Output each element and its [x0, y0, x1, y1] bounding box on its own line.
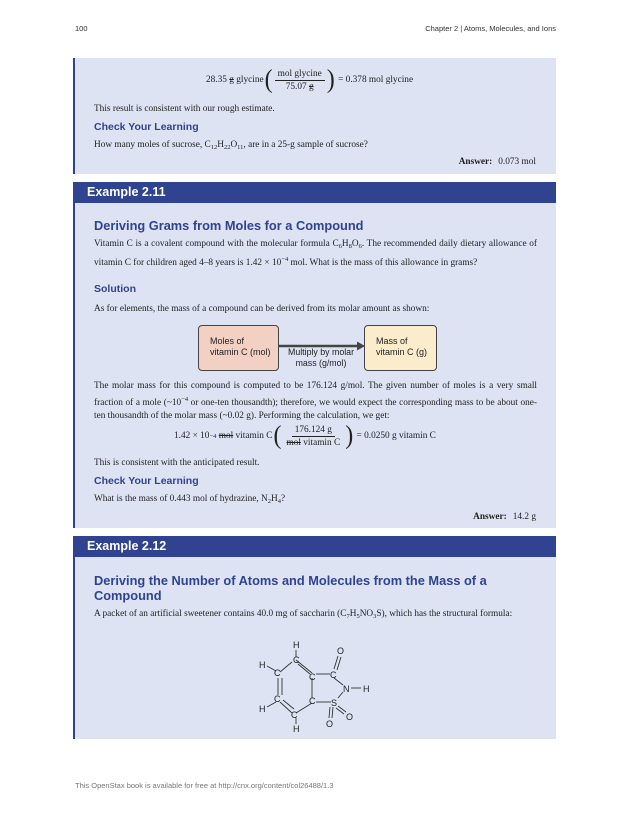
eq-equals: =	[356, 431, 362, 441]
example-2-11-banner: Example 2.11	[73, 182, 556, 203]
eq-result: 0.378 mol glycine	[345, 75, 414, 85]
atom-c1: C	[293, 655, 300, 665]
atom-h-left-bottom: H	[259, 704, 266, 714]
atom-c6: C	[274, 668, 281, 678]
fraction-numerator: mol glycine	[275, 69, 325, 81]
check-your-learning-heading: Check Your Learning	[94, 121, 199, 133]
footer-note: This OpenStax book is available for free at http://cnx.org/content/col26488/1.3	[75, 781, 334, 790]
atom-o-s2: O	[326, 719, 334, 729]
moles-box-line1: Moles of	[210, 336, 245, 346]
solution-intro: As for elements, the mass of a compound can be derived from its molar amount as shown:	[94, 304, 430, 314]
vitamin-c-equation	[174, 421, 436, 451]
atom-c4: C	[291, 710, 298, 720]
paren-open: (	[264, 65, 273, 95]
atom-o-carbonyl: O	[337, 646, 345, 656]
atom-c-carbonyl: C	[330, 670, 337, 680]
mass-box	[364, 325, 437, 371]
atom-c5: C	[274, 694, 281, 704]
vitamin-c-problem: Vitamin C is a covalent compound with the molecular formula $C_6H_8O_6$. The recommended daily dietary allowance of vitamin C for children aged 4–8 years is $1.42 \times 10^{-4}$ mol. What is the mass of this allowance in grams?	[94, 239, 538, 268]
atom-h-bottom: H	[293, 724, 300, 734]
hydrazine-question: What is the mass of 0.443 mol of hydrazine, $N_2H_4$?	[94, 494, 286, 505]
glycine-equation	[206, 65, 414, 95]
saccharin-problem: A packet of an artificial sweetener contains 40.0 mg of saccharin $(C_7H_5NO_3S)$, which has the structural formula:	[94, 609, 513, 620]
answer-line-2: Answer: 14.2 g	[473, 512, 536, 522]
atom-c3: C	[309, 696, 316, 706]
atom-n: N	[343, 684, 350, 694]
molar-mass-explanation: The molar mass for this compound is computed to be 176.124 g/mol. The given number of moles is a very small fraction of a mole ($\sim 10^{-4}$ or one-ten thousandth); therefore, we would expect the corresponding mass to be about one-ten thousandth of the molar mass (~0.02 g). Performing the calculation, we get:	[94, 381, 538, 421]
paren-open: (	[273, 421, 282, 451]
solution-heading: Solution	[94, 283, 136, 295]
atom-s: S	[331, 698, 338, 708]
eq-exponent: −4	[209, 432, 217, 440]
eq-fraction	[275, 69, 325, 92]
atom-h-left-top: H	[259, 660, 266, 670]
eq-unit: g	[229, 75, 234, 85]
atom-h-n: H	[363, 684, 370, 694]
page-number: 100	[75, 24, 88, 33]
fraction-denominator: 75.07 g	[285, 81, 314, 92]
eq-result: 0.0250 g vitamin C	[364, 431, 436, 441]
eq-unit: mol	[218, 431, 234, 441]
atom-o-s1: O	[346, 712, 354, 722]
atom-c2: C	[309, 672, 316, 682]
conversion-label: Multiply by molar mass (g/mol)	[288, 347, 354, 368]
mass-box-line1: Mass of	[376, 336, 408, 346]
eq-value: 1.42 × 10	[174, 431, 210, 441]
example-2-11-title: Deriving Grams from Moles for a Compound	[94, 218, 364, 233]
example-2-12-banner: Example 2.12	[73, 536, 556, 557]
eq-value: 28.35	[206, 75, 227, 85]
sucrose-question: How many moles of sucrose, $C_{12}H_{22}O_{11}$, are in a 25-g sample of sucrose?	[94, 140, 368, 151]
chapter-title: Chapter 2 | Atoms, Molecules, and Ions	[425, 24, 556, 33]
fraction-denominator: mol vitamin C	[286, 437, 341, 448]
eq-label: vitamin C	[235, 431, 273, 441]
atom-h-top: H	[293, 640, 300, 650]
saccharin-structure	[252, 638, 377, 738]
eq-equals: =	[338, 75, 344, 85]
example-2-12-title: Deriving the Number of Atoms and Molecules from the Mass of a Compound	[94, 573, 487, 603]
mass-box-line2: vitamin C (g)	[376, 347, 428, 357]
paren-close: )	[326, 65, 335, 95]
consistency-note: This result is consistent with our rough estimate.	[94, 104, 275, 114]
check-your-learning-heading-2: Check Your Learning	[94, 475, 199, 487]
fraction-numerator: 176.124 g	[292, 425, 335, 437]
paren-close: )	[345, 421, 354, 451]
eq-fraction	[283, 425, 343, 448]
eq-label: glycine	[236, 75, 264, 85]
moles-box-line2: vitamin C (mol)	[210, 347, 271, 357]
answer-line: Answer: 0.073 mol	[458, 157, 536, 167]
moles-box	[198, 325, 279, 371]
consistency-note-2: This is consistent with the anticipated result.	[94, 458, 260, 468]
